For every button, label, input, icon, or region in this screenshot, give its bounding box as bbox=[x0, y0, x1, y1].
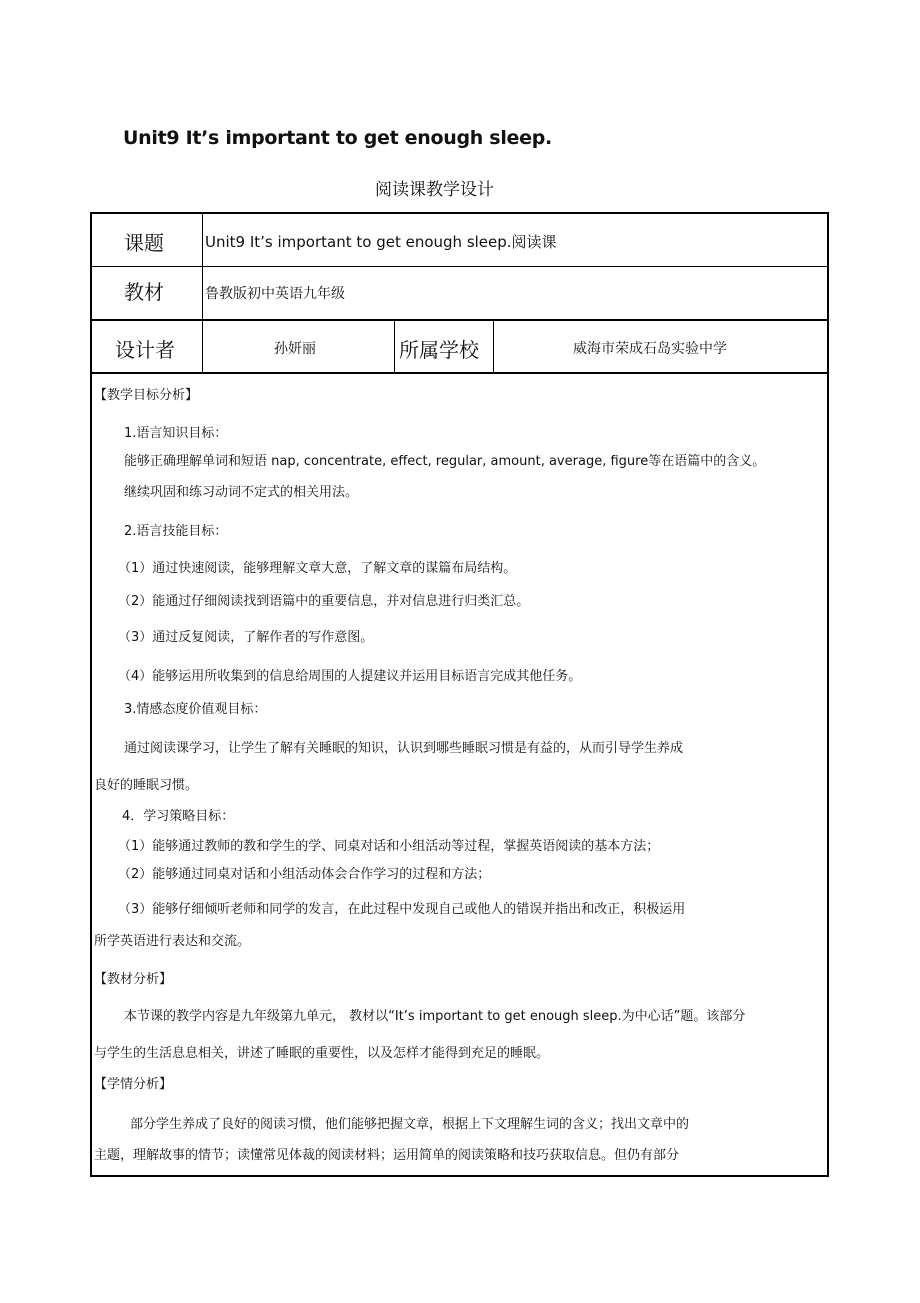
goal1-title: 1.语言知识目标： bbox=[124, 426, 228, 441]
goal2-item1: （1）通过快速阅读，能够理解文章大意，了解文章的谋篇布局结构。 bbox=[118, 561, 517, 576]
table-divider bbox=[394, 320, 395, 373]
goal4-item1: （1）能够通过教师的教和学生的学、同桌对话和小组活动等过程，掌握英语阅读的基本方法； bbox=[118, 839, 660, 854]
table-divider bbox=[90, 319, 829, 321]
textbook-value: 鲁教版初中英语九年级 bbox=[205, 286, 345, 302]
document-title: Unit9 It’s important to get enough sleep. bbox=[123, 127, 552, 149]
goals-heading: 【教学目标分析】 bbox=[94, 388, 199, 403]
textbook-label: 教材 bbox=[124, 280, 164, 304]
document-subtitle: 阅读课教学设计 bbox=[375, 180, 494, 200]
goal2-item2: （2）能通过仔细阅读找到语篇中的重要信息，并对信息进行归类汇总。 bbox=[118, 594, 530, 609]
goal4-item3-line1: （3）能够仔细倾听老师和同学的发言，在此过程中发现自己或他人的错误并指出和改正，积极运用 bbox=[118, 902, 686, 917]
goal3-line1: 通过阅读课学习，让学生了解有关睡眠的知识，认识到哪些睡眠习惯是有益的，从而引导学生养成 bbox=[124, 741, 684, 756]
table-divider bbox=[90, 372, 829, 374]
goal1-line1: 能够正确理解单词和短语 nap, concentrate, effect, regular, amount, average, figure等在语篇中的含义。 bbox=[124, 454, 766, 469]
goal2-item4: （4）能够运用所收集到的信息给周围的人提建议并运用目标语言完成其他任务。 bbox=[118, 669, 582, 684]
student-heading: 【学情分析】 bbox=[94, 1077, 173, 1092]
goal2-title: 2.语言技能目标： bbox=[124, 524, 228, 539]
designer-label: 设计者 bbox=[115, 338, 175, 362]
material-line2: 与学生的生活息息相关，讲述了睡眠的重要性，以及怎样才能得到充足的睡眠。 bbox=[94, 1046, 550, 1061]
table-divider bbox=[493, 320, 494, 373]
designer-value: 孙妍丽 bbox=[274, 341, 316, 357]
student-line2: 主题，理解故事的情节；读懂常见体裁的阅读材料；运用简单的阅读策略和技巧获取信息。但仍有部分 bbox=[94, 1148, 680, 1163]
goal4-title: 4．学习策略目标： bbox=[122, 809, 235, 824]
school-label: 所属学校 bbox=[399, 338, 479, 362]
table-divider bbox=[90, 266, 829, 267]
goal3-title: 3.情感态度价值观目标： bbox=[124, 702, 267, 717]
topic-value: Unit9 It’s important to get enough sleep.阅读课 bbox=[205, 233, 557, 251]
goal1-line2: 继续巩固和练习动词不定式的相关用法。 bbox=[124, 485, 359, 500]
topic-label: 课题 bbox=[124, 231, 164, 255]
goal2-item3: （3）通过反复阅读，了解作者的写作意图。 bbox=[118, 630, 374, 645]
table-divider bbox=[202, 212, 203, 373]
goal4-item2: （2）能够通过同桌对话和小组活动体会合作学习的过程和方法； bbox=[118, 867, 491, 882]
student-line1: 部分学生养成了良好的阅读习惯，他们能够把握文章，根据上下文理解生词的含义；找出文章中的 bbox=[130, 1117, 690, 1132]
goal4-item3-line2: 所学英语进行表达和交流。 bbox=[94, 934, 251, 949]
material-heading: 【教材分析】 bbox=[94, 972, 173, 987]
goal3-line2: 良好的睡眠习惯。 bbox=[94, 778, 199, 793]
material-line1: 本节课的教学内容是九年级第九单元， 教材以“It’s important to get enough sleep.为中心话”题。该部分 bbox=[124, 1009, 746, 1024]
school-value: 威海市荣成石岛实验中学 bbox=[573, 341, 727, 357]
